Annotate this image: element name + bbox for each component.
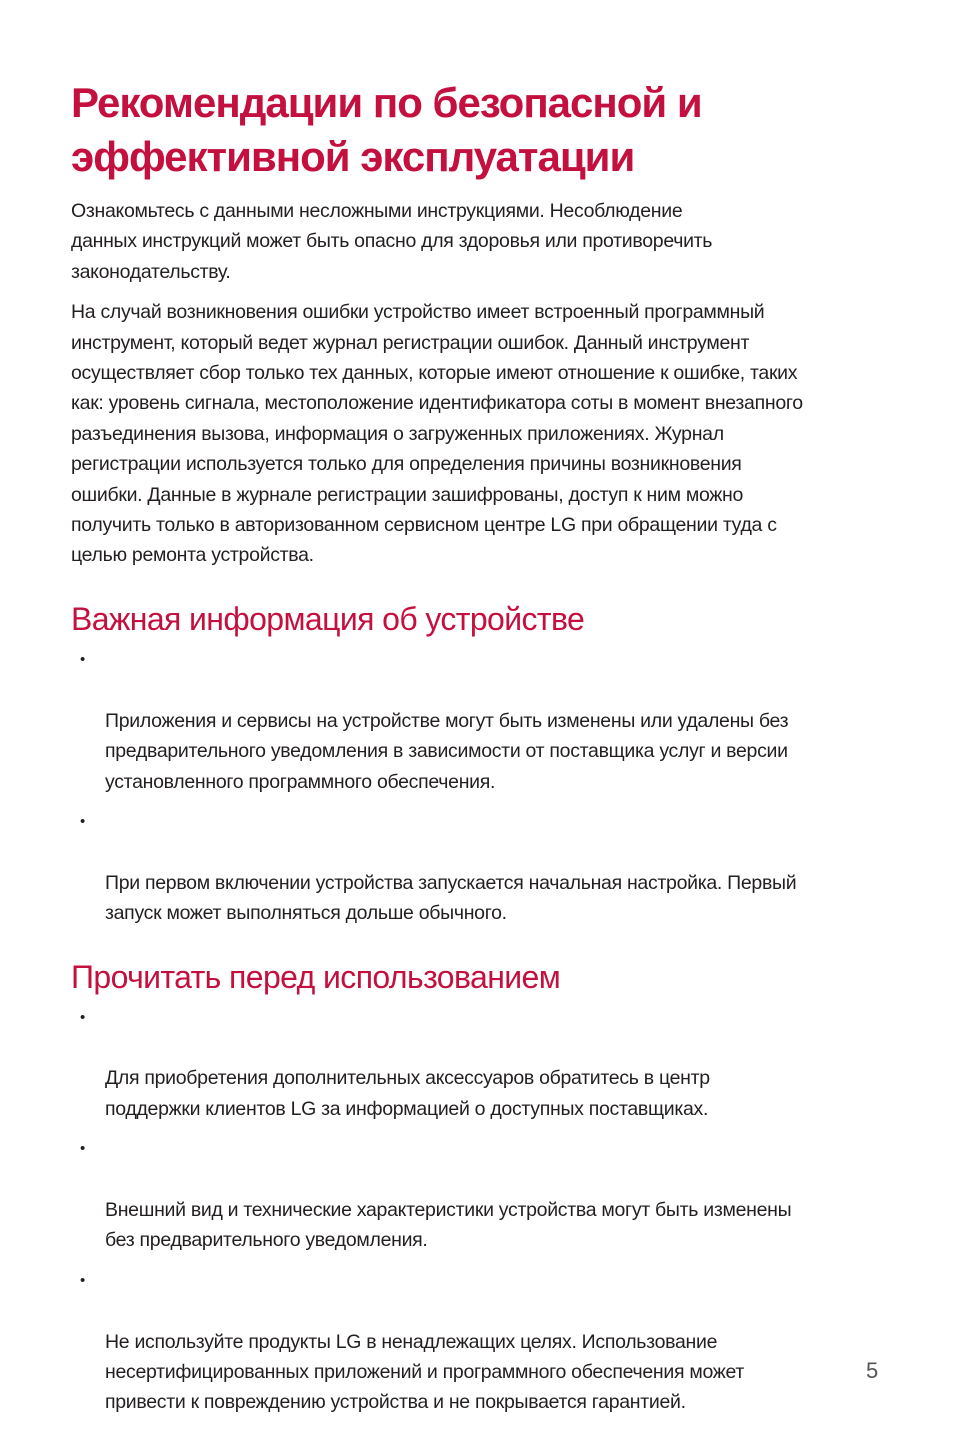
bullet-icon: •	[80, 1271, 85, 1289]
bullet-icon: •	[80, 650, 85, 668]
intro-paragraph-1: Ознакомьтесь с данными несложными инструкциями. Несоблюдение данных инструкций может быть опасно для здоровья или противоречить законодательству.	[71, 200, 713, 283]
list-item	[71, 1134, 883, 1256]
list-item-text: Не используйте продукты LG в ненадлежащих целях. Использование несертифицированных приложений и программного обеспечения может привести к повреждению устройства и не покрывается гарантией.	[105, 1330, 745, 1414]
bullet-icon: •	[80, 1140, 85, 1158]
bullet-list-device-info	[71, 645, 883, 929]
section-heading-read-before-use: Прочитать перед использованием	[71, 958, 561, 995]
bullet-list-read-before-use	[71, 1003, 883, 1418]
section-heading-device-info: Важная информация об устройстве	[71, 600, 585, 637]
list-item-text: Внешний вид и технические характеристики устройства могут быть изменены без предварительного уведомления.	[105, 1198, 792, 1252]
list-item	[71, 1003, 883, 1125]
list-item-text: При первом включении устройства запускается начальная настройка. Первый запуск может выполняться дольше обычного.	[105, 871, 797, 925]
list-item-text: Приложения и сервисы на устройстве могут быть изменены или удалены без предварительного уведомления в зависимости от поставщика услуг и версии установленного программного обеспечения.	[105, 709, 789, 793]
list-item-text: Для приобретения дополнительных аксессуаров обратитесь в центр поддержки клиентов LG за информацией о доступных поставщиках.	[105, 1067, 710, 1120]
section-read-before-use	[71, 957, 883, 1418]
list-item	[71, 807, 883, 929]
bullet-icon: •	[80, 1008, 85, 1026]
page-number: 5	[866, 1358, 879, 1383]
intro-paragraph-2: На случай возникновения ошибки устройство имеет встроенный программный инструмент, который ведет журнал регистрации ошибок. Данный инструмент осуществляет сбор только тех данных, которые имеют отношение к ошибке, таких как: уровень сигнала, местоположение идентификатора соты в момент внезапного разъединения вызова, информация о загруженных приложениях. Журнал регистрации используется только для определения причины возникновения ошибки. Данные в журнале регистрации зашифрованы, доступ к ним можно получить только в авторизованном сервисном центре LG при обращении туда с целью ремонта устройства.	[71, 301, 803, 567]
section-device-info	[71, 599, 883, 929]
list-item	[71, 1266, 883, 1418]
page-title: Рекомендации по безопасной и эффективной эксплуатации	[71, 79, 702, 180]
bullet-icon: •	[80, 812, 85, 830]
list-item	[71, 645, 883, 797]
document-page	[71, 76, 883, 1428]
